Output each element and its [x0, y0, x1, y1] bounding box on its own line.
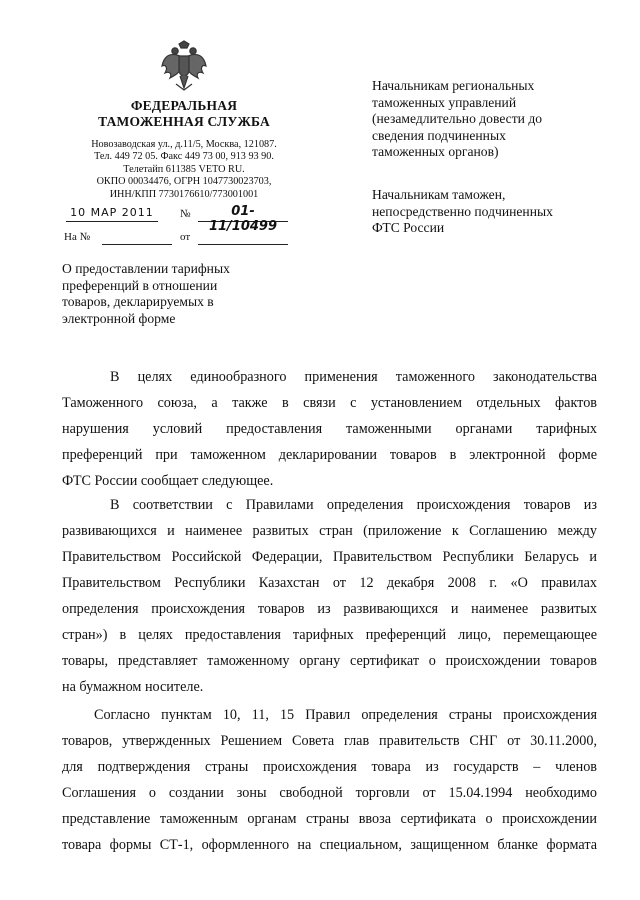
registration-number: 01-11/10499	[198, 204, 288, 222]
addressee-customs-heads	[372, 187, 612, 237]
sender-name-line: ТАМОЖЕННАЯ СЛУЖБА	[98, 114, 270, 129]
paragraph-line: преференций при таможенном декларировании товаров в электронной форме	[62, 447, 597, 463]
paragraph-line: представление таможенным органам страны ввоза сертификата о происхождении	[62, 811, 597, 827]
addressee-line: таможенных органов)	[372, 144, 499, 160]
subject-line: электронной форме	[62, 310, 176, 326]
sender-organization-name	[60, 98, 308, 130]
paragraph-line: Правительством Российской Федерации, Правительством Республики Беларусь и	[62, 549, 597, 565]
reference-date-label: от	[180, 231, 191, 243]
paragraph-line: на бумажном носителе.	[62, 679, 204, 695]
paragraph-line: стран») в целях предоставления тарифных преференций лицо, перемещающее	[62, 627, 597, 643]
paragraph-line: товара формы СТ-1, оформленного на специальном, защищенном бланке формата	[62, 837, 597, 853]
subject-line: товаров, декларируемых в	[62, 294, 214, 310]
addressee-line: (незамедлительно довести до	[372, 111, 543, 127]
paragraph-line: для подтверждения страны происхождения товара из государств – членов	[62, 759, 597, 775]
sender-inn-kpp: ИНН/КПП 7730176610/773001001	[109, 188, 259, 200]
paragraph-line: Соглашения о создании зоны свободной торговли от 15.04.1994 необходимо	[62, 785, 597, 801]
sender-address: Новозаводская ул., д.11/5, Москва, 121087.	[91, 139, 277, 150]
paragraph-line: определения происхождения товаров из развивающихся и наименее развитых	[62, 601, 597, 617]
paragraph-line: товары, представляет таможенному органу сертификат о происхождении товаров	[62, 653, 597, 669]
paragraph-line: Согласно пунктам 10, 11, 15 Правил определения страны происхождения	[94, 707, 597, 723]
paragraph-line: нарушения условий предоставления таможенными органами тарифных	[62, 421, 597, 437]
addressee-line: таможенных управлений	[372, 94, 517, 110]
paragraph-line: ФТС России сообщает следующее.	[62, 473, 274, 489]
reference-date-field	[198, 229, 288, 245]
reference-number-field	[102, 229, 172, 245]
paragraph-line: товаров, утвержденных Решением Совета глав правительств СНГ от 30.11.2000,	[62, 733, 597, 749]
paragraph-line: В целях единообразного применения таможенного законодательства	[110, 369, 597, 385]
subject-line: О предоставлении тарифных	[62, 261, 230, 276]
reference-line	[62, 229, 302, 247]
paragraph-line: Таможенного союза, а также в связи с установлением отдельных фактов	[62, 395, 597, 411]
registration-number-label: №	[180, 208, 191, 220]
coat-of-arms-emblem-icon	[160, 40, 208, 92]
sender-phones: Тел. 449 72 05. Факс 449 73 00, 913 93 90.	[94, 151, 274, 163]
sender-teletype: Телетайп 611385 VETO RU.	[123, 163, 245, 175]
registration-date: 10 МАР 2011	[66, 206, 158, 222]
addressee-regional-customs	[372, 78, 612, 161]
sender-contact-details	[60, 139, 308, 201]
paragraph-line: развивающихся и наименее развитых стран (приложение к Соглашению между	[62, 523, 597, 539]
registration-line	[62, 204, 302, 234]
reference-number-label: На №	[64, 231, 91, 243]
body-paragraph-2	[62, 492, 597, 700]
paragraph-line: В соответствии с Правилами определения происхождения товаров из	[110, 497, 597, 513]
sender-name-line: ФЕДЕРАЛЬНАЯ	[130, 98, 238, 113]
sender-okpo-ogrn: ОКПО 00034476, ОГРН 1047730023703,	[96, 176, 272, 188]
addressee-line: Начальникам региональных	[372, 78, 535, 93]
body-paragraph-3	[62, 702, 597, 858]
letter-subject	[62, 261, 272, 327]
addressee-line: сведения подчиненных	[372, 127, 506, 143]
subject-line: преференций в отношении	[62, 277, 218, 293]
paragraph-line: Правительством Республики Казахстан от 12 декабря 2008 г. «О правилах	[62, 575, 597, 591]
addressee-line: Начальникам таможен,	[372, 187, 506, 202]
addressee-line: ФТС России	[372, 220, 445, 236]
body-paragraph-1	[62, 364, 597, 494]
addressee-line: непосредственно подчиненных	[372, 203, 553, 219]
